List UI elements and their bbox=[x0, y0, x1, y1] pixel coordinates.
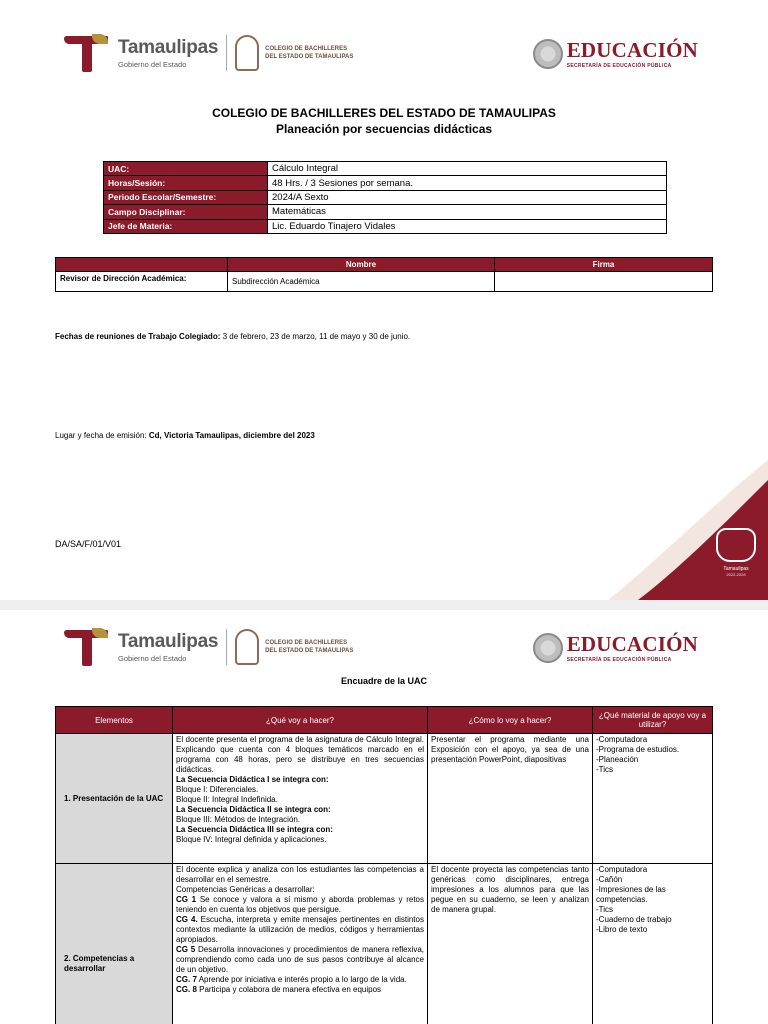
row-materials bbox=[593, 864, 713, 1024]
reviewer-row-label: Revisor de Dirección Académica: bbox=[56, 272, 228, 292]
reviewer-corner bbox=[56, 258, 228, 272]
row-what bbox=[173, 864, 428, 1024]
page-separator bbox=[0, 600, 768, 610]
info-value: Matemáticas bbox=[268, 205, 667, 219]
material-item: -Planeación bbox=[596, 755, 639, 764]
info-row bbox=[104, 190, 667, 204]
emblem-label: Tamaulipas bbox=[723, 566, 749, 572]
what-line: El docente explica y analiza con los estudiantes las competencias a desarrollar en el semestre. bbox=[176, 865, 424, 884]
educacion-name: EDUCACIÓN bbox=[566, 632, 698, 656]
tamaulipas-name: Tamaulipas bbox=[118, 631, 219, 652]
col-elementos: Elementos bbox=[56, 707, 173, 734]
header-left-logos bbox=[64, 34, 353, 72]
material-item: -Tics bbox=[596, 765, 614, 774]
what-line: La Secuencia Didáctica II se integra con: bbox=[176, 805, 331, 814]
cobach-logo-icon bbox=[235, 629, 259, 665]
cobach-line-1: COLEGIO DE BACHILLERES bbox=[265, 640, 348, 646]
document-title: COLEGIO DE BACHILLERES DEL ESTADO DE TAMAULIPAS bbox=[212, 106, 556, 120]
reviewer-col-sign: Firma bbox=[495, 258, 713, 272]
cobach-line-2: DEL ESTADO DE TAMAULIPAS bbox=[265, 648, 354, 654]
info-value: Lic. Eduardo Tinajero Vidales bbox=[268, 219, 667, 233]
tamaulipas-emblem-icon bbox=[716, 528, 756, 562]
encuadre-title: Encuadre de la UAC bbox=[340, 676, 428, 686]
cobach-logo-icon bbox=[235, 35, 259, 71]
tamaulipas-sub: Gobierno del Estado bbox=[118, 654, 187, 663]
encuadre-table bbox=[55, 706, 713, 1024]
tamaulipas-logo-icon bbox=[64, 34, 110, 72]
table-row bbox=[56, 864, 713, 1024]
what-line: Competencias Genéricas a desarrollar: bbox=[176, 885, 315, 894]
educacion-name: EDUCACIÓN bbox=[566, 38, 698, 62]
reviewer-row-sign bbox=[495, 272, 713, 292]
reviewer-row-name: Subdirección Académica bbox=[228, 272, 495, 292]
tamaulipas-logo-icon bbox=[64, 628, 110, 666]
what-line: Bloque I: Diferenciales. bbox=[176, 785, 259, 794]
what-line: CG 5 Desarrolla innovaciones y procedimientos de manera reflexiva, comprendiendo como cada uno de sus pasos contribuye al alcance de un objetivo. bbox=[176, 945, 425, 974]
row-how: El docente proyecta las competencias tanto genéricas como disciplinares, entrega impresiones a los alumnos para que las pegue en su cuaderno, se leen y analizan de manera grupal. bbox=[428, 864, 593, 1024]
info-label: Campo Disciplinar: bbox=[104, 205, 268, 219]
info-value: 2024/A Sexto bbox=[268, 190, 667, 204]
info-table bbox=[103, 161, 667, 234]
what-line: Bloque II: Integral Indefinida. bbox=[176, 795, 278, 804]
info-label: Jefe de Materia: bbox=[104, 219, 268, 233]
info-label: Periodo Escolar/Semestre: bbox=[104, 190, 268, 204]
material-item: -Cañón bbox=[596, 875, 623, 884]
info-value: Cálculo Integral bbox=[268, 162, 667, 176]
meeting-dates-value: 3 de febrero, 23 de marzo, 11 de mayo y 30 de junio. bbox=[220, 332, 411, 341]
header-right-logo-2 bbox=[533, 632, 698, 663]
meeting-dates-label: Fechas de reuniones de Trabajo Colegiado: bbox=[55, 332, 221, 341]
mexico-seal-icon bbox=[533, 633, 563, 663]
col-que-hacer: ¿Qué voy a hacer? bbox=[173, 707, 428, 734]
material-item: -Programa de estudios. bbox=[596, 745, 680, 754]
header-right-logo bbox=[533, 38, 698, 69]
educacion-sub: SECRETARÍA DE EDUCACIÓN PÚBLICA bbox=[566, 63, 672, 69]
tamaulipas-sub: Gobierno del Estado bbox=[118, 60, 187, 69]
what-line: CG 4. Escucha, interpreta y emite mensajes pertinentes en distintos contextos mediante la utilización de medios, códigos y herramientas apropiados. bbox=[176, 915, 424, 944]
tamaulipas-name: Tamaulipas bbox=[118, 37, 219, 58]
reviewer-table bbox=[55, 257, 713, 292]
what-line: CG. 7 Aprende por iniciativa e interés propio a lo largo de la vida. bbox=[176, 975, 407, 984]
issue-value: Cd, Victoria Tamaulipas, diciembre del 2023 bbox=[146, 431, 315, 440]
what-line: Bloque IV: Integral definida y aplicaciones. bbox=[176, 835, 327, 844]
material-item: -Computadora bbox=[596, 865, 648, 874]
meeting-dates bbox=[55, 332, 410, 341]
info-value: 48 Hrs. / 3 Sesiones por semana. bbox=[268, 176, 667, 190]
material-item: -Impresiones de las competencias. bbox=[596, 885, 666, 904]
logo-divider bbox=[226, 35, 227, 71]
info-label: UAC: bbox=[104, 162, 268, 176]
issue-place-date bbox=[55, 431, 315, 440]
what-line: CG. 8 Participa y colabora de manera efectiva en equipos bbox=[176, 985, 382, 994]
row-element: 1. Presentación de la UAC bbox=[56, 734, 173, 864]
info-label: Horas/Sesión: bbox=[104, 176, 268, 190]
col-como-hacer: ¿Cómo lo voy a hacer? bbox=[428, 707, 593, 734]
what-line: CG 1 Se conoce y valora a sí mismo y aborda problemas y retos teniendo en cuenta los objetivos que persigue. bbox=[176, 895, 424, 914]
col-material: ¿Qué material de apoyo voy a utilizar? bbox=[593, 707, 713, 734]
row-element: 2. Competencias a desarrollar bbox=[56, 864, 173, 1024]
row-what bbox=[173, 734, 428, 864]
cobach-line-2: DEL ESTADO DE TAMAULIPAS bbox=[265, 54, 354, 60]
what-line: La Secuencia Didáctica III se integra con: bbox=[176, 825, 333, 834]
row-materials bbox=[593, 734, 713, 864]
header-left-logos-2 bbox=[64, 628, 353, 666]
mexico-seal-icon bbox=[533, 39, 563, 69]
material-item: -Cuaderno de trabajo bbox=[596, 915, 672, 924]
info-row bbox=[104, 205, 667, 219]
row-how: Presentar el programa mediante una Exposición con el apoyo, ya sea de una presentación PowerPoint, diapositivas bbox=[428, 734, 593, 864]
info-row bbox=[104, 219, 667, 233]
emblem-sub: 2022-2028 bbox=[726, 572, 746, 577]
material-item: -Tics bbox=[596, 905, 614, 914]
logo-divider bbox=[226, 629, 227, 665]
document-subtitle: Planeación por secuencias didácticas bbox=[275, 122, 493, 136]
what-line: El docente presenta el programa de la asignatura de Cálculo Integral. Explicando que cuenta con 4 bloques temáticos marcado en el programa con 48 horas, pero se distribuye en tres secuencias didácticas. bbox=[176, 735, 424, 774]
what-line: La Secuencia Didáctica I se integra con: bbox=[176, 775, 329, 784]
cobach-line-1: COLEGIO DE BACHILLERES bbox=[265, 46, 348, 52]
educacion-sub: SECRETARÍA DE EDUCACIÓN PÚBLICA bbox=[566, 657, 672, 663]
issue-label: Lugar y fecha de emisión: bbox=[55, 431, 147, 440]
what-line: Bloque III: Métodos de Integración. bbox=[176, 815, 301, 824]
reviewer-col-name: Nombre bbox=[228, 258, 495, 272]
table-row bbox=[56, 734, 713, 864]
info-row bbox=[104, 176, 667, 190]
document-code: DA/SA/F/01/V01 bbox=[55, 539, 122, 549]
info-row bbox=[104, 162, 667, 176]
material-item: -Libro de texto bbox=[596, 925, 648, 934]
material-item: -Computadora bbox=[596, 735, 648, 744]
